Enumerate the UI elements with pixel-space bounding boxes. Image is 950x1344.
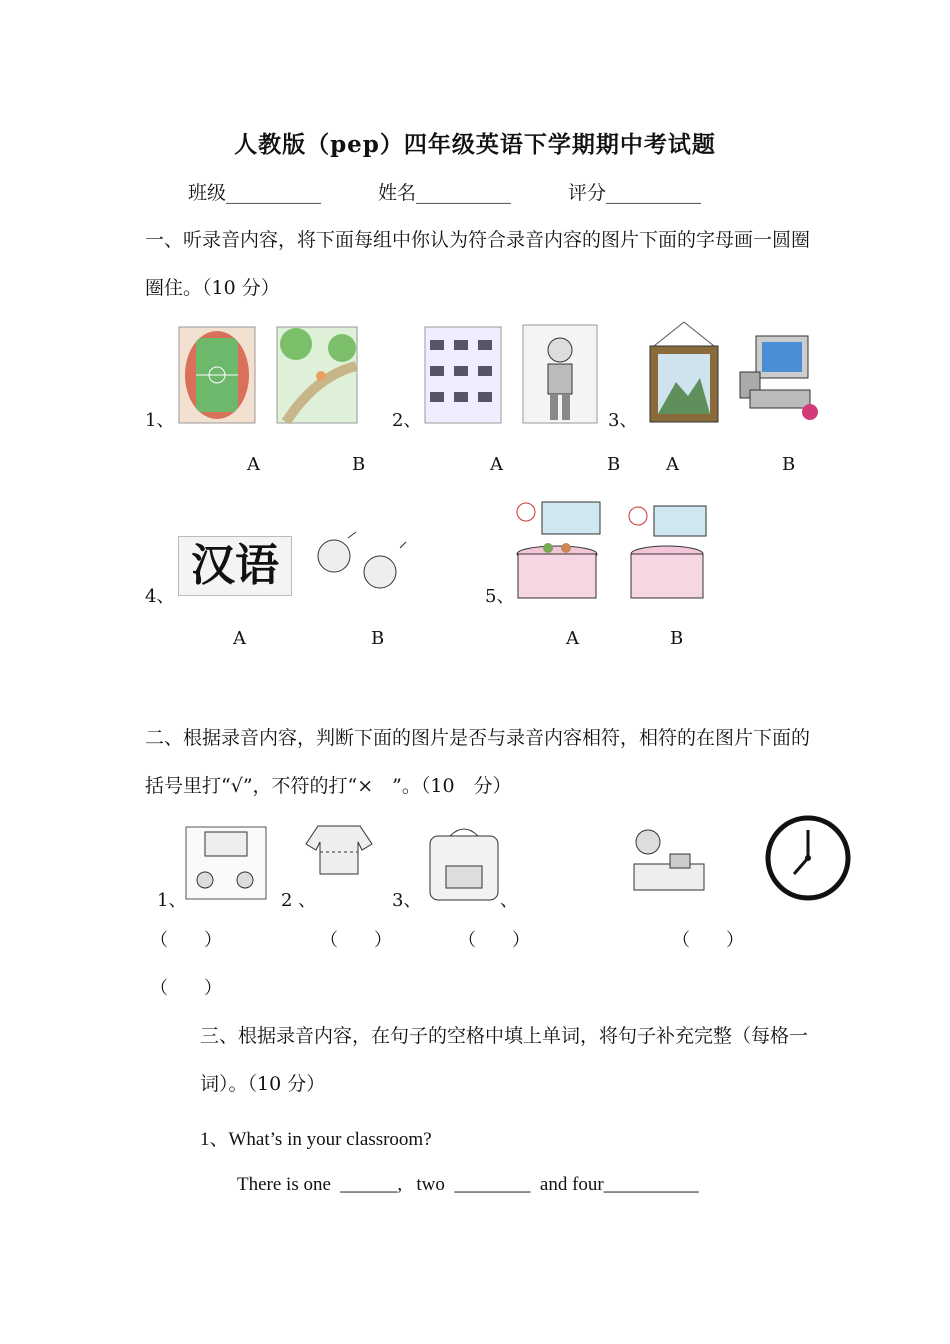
option-b-label: B bbox=[352, 454, 366, 475]
picture-frame-image bbox=[646, 320, 722, 424]
answer-parens: （ ） bbox=[150, 978, 222, 999]
dining-table-image-b bbox=[626, 500, 708, 602]
dining-table-image-a bbox=[512, 496, 602, 602]
option-a-label: A bbox=[247, 454, 260, 475]
item-number: 3、 bbox=[608, 410, 638, 431]
chinese-characters-image: 汉语 bbox=[178, 536, 292, 596]
answer-parens: （ ） bbox=[320, 930, 392, 951]
option-a-label: A bbox=[490, 454, 503, 475]
name-field: 姓名__________ bbox=[378, 182, 512, 204]
park-image bbox=[276, 326, 358, 424]
answer-parens: （ ） bbox=[458, 930, 530, 951]
computer-image bbox=[738, 332, 830, 424]
studying-boy-image bbox=[620, 824, 710, 896]
option-a-label: A bbox=[666, 454, 679, 475]
item-number: 1、 bbox=[145, 410, 175, 431]
option-a-label: A bbox=[233, 628, 246, 649]
item-number: 2、 bbox=[392, 410, 422, 431]
teacher-image bbox=[522, 324, 598, 424]
sports-field-image bbox=[178, 326, 256, 424]
answer-parens: （ ） bbox=[150, 930, 222, 951]
clock-image bbox=[764, 814, 852, 902]
classroom-image bbox=[185, 826, 267, 900]
section3-instructions: 三、根据录音内容，在句子的空格中填上单词，将句子补充完整（每格一词）。（10 分） bbox=[200, 1025, 809, 1095]
option-b-label: B bbox=[670, 628, 684, 649]
answer-line-1: There is one ______, two ________ and four__________ bbox=[237, 1174, 699, 1195]
page-title: 人教版（pep）四年级英语下学期期中考试题 bbox=[234, 131, 716, 158]
computer-room-image bbox=[424, 326, 502, 424]
class-field: 班级__________ bbox=[188, 182, 322, 204]
question-1: 1、What’s in your classroom? bbox=[200, 1129, 432, 1150]
section2-instructions: 二、根据录音内容，判断下面的图片是否与录音内容相符，相符的在图片下面的括号里打“√”，不符的打“× ”。（10 分） bbox=[145, 727, 811, 797]
item-number: 3、 bbox=[392, 890, 422, 911]
item-number: 5、 bbox=[485, 586, 515, 607]
schoolbag-image bbox=[424, 826, 504, 902]
score-field: 评分__________ bbox=[568, 182, 702, 204]
item-number: 4、 bbox=[145, 586, 175, 607]
option-b-label: B bbox=[371, 628, 385, 649]
option-b-label: B bbox=[607, 454, 621, 475]
sweater-image bbox=[304, 822, 374, 876]
answer-parens: （ ） bbox=[672, 930, 744, 951]
option-a-label: A bbox=[566, 628, 579, 649]
item-number: 2 、 bbox=[281, 890, 317, 911]
singing-image bbox=[308, 528, 418, 600]
section1-instructions: 一、听录音内容，将下面每组中你认为符合录音内容的图片下面的字母画一圆圈圈住。（10 分） bbox=[145, 229, 811, 299]
item-number: 1、 bbox=[157, 890, 187, 911]
item-number: 、 bbox=[500, 890, 518, 911]
option-b-label: B bbox=[782, 454, 796, 475]
